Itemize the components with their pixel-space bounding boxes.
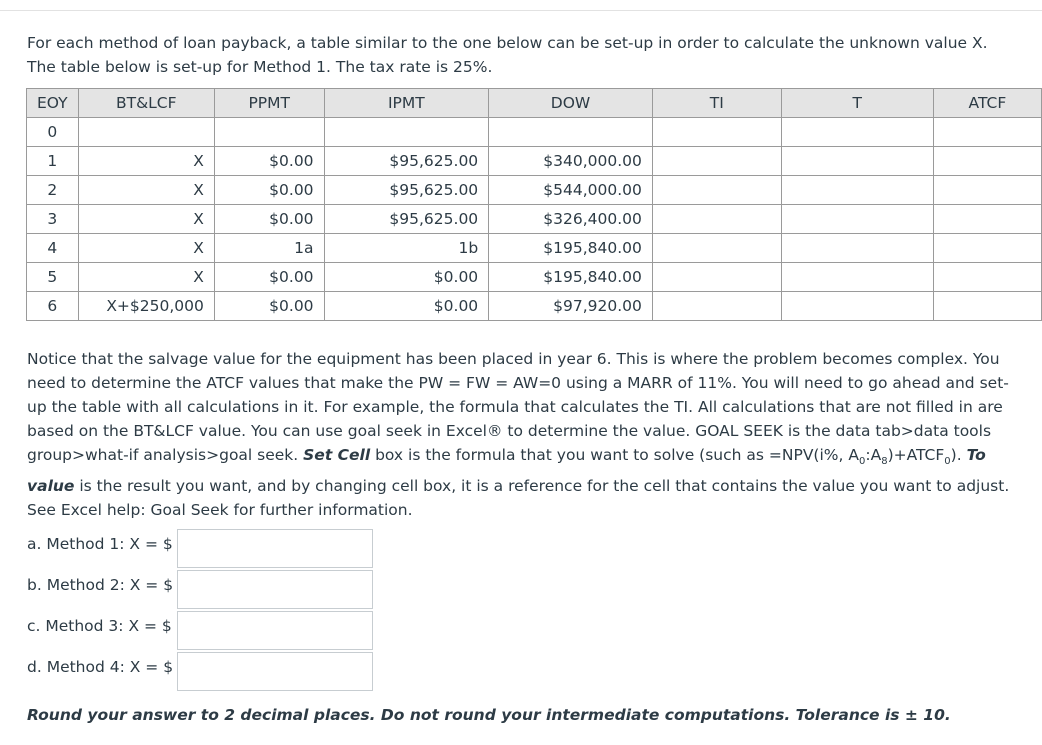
top-divider <box>0 0 1042 11</box>
cell-ppmt: $0.00 <box>214 176 324 205</box>
cell-dow <box>489 118 653 147</box>
answer-label-a: a. Method 1: X = $ <box>27 535 173 553</box>
cell-ipmt: $95,625.00 <box>324 176 489 205</box>
answer-label-c: c. Method 3: X = $ <box>27 617 172 635</box>
cell-ppmt: $0.00 <box>214 292 324 321</box>
table-row <box>27 234 1042 263</box>
cell-t <box>781 176 933 205</box>
cell-dow: $195,840.00 <box>489 234 653 263</box>
cell-btlcf: X <box>78 263 214 292</box>
notice-plus: )+ATCF <box>887 446 945 464</box>
col-header-ppmt: PPMT <box>214 89 324 118</box>
answer-row-a <box>27 529 387 566</box>
answer-input-c[interactable] <box>177 611 373 650</box>
cell-t <box>781 147 933 176</box>
notice-colon: :A <box>865 446 882 464</box>
cell-t <box>781 263 933 292</box>
cell-dow: $97,920.00 <box>489 292 653 321</box>
cell-atcf <box>933 205 1041 234</box>
subscript-0: 0 <box>858 456 866 468</box>
cell-btlcf: X <box>78 147 214 176</box>
cell-ppmt: $0.00 <box>214 205 324 234</box>
cell-eoy: 1 <box>27 147 79 176</box>
cell-ti <box>652 176 781 205</box>
answer-label-b: b. Method 2: X = $ <box>27 576 174 594</box>
cell-ti <box>652 292 781 321</box>
subscript-8: 8 <box>881 456 888 468</box>
cell-ipmt: $0.00 <box>324 292 489 321</box>
table-row <box>27 263 1042 292</box>
cell-eoy: 3 <box>27 205 79 234</box>
table-row <box>27 292 1042 321</box>
answer-row-c <box>27 611 387 648</box>
cell-atcf <box>933 118 1041 147</box>
cell-ti <box>652 263 781 292</box>
to-value-emphasis: To value <box>27 446 986 496</box>
cell-ti <box>652 205 781 234</box>
cell-btlcf: X+$250,000 <box>78 292 214 321</box>
col-header-t: T <box>781 89 933 118</box>
cell-ppmt: $0.00 <box>214 147 324 176</box>
cell-dow: $326,400.00 <box>489 205 653 234</box>
cell-dow: $544,000.00 <box>489 176 653 205</box>
notice-text-1: Notice that the salvage value for the equipment has been placed in year 6. This is where the problem becomes complex. You need to determine the ATCF values that make the PW = FW = AW=0 using a MARR of 11%. You will need to go ahead and set-up the table with all calculations in it. For example, the formula that calculates the TI. All calculations that are not filled in are based on the BT&LCF value. You can use goal seek in Excel® to determine the value. GOAL SEEK is the data tab>data tools group>what-if analysis>goal seek. <box>27 350 1009 464</box>
cell-atcf <box>933 147 1041 176</box>
answer-row-d <box>27 652 387 689</box>
answer-input-d[interactable] <box>177 652 373 691</box>
col-header-eoy: EOY <box>27 89 79 118</box>
table-header-row <box>27 89 1042 118</box>
answer-input-b[interactable] <box>177 570 373 609</box>
cell-ipmt <box>324 118 489 147</box>
table-row <box>27 118 1042 147</box>
cell-atcf <box>933 234 1041 263</box>
cell-ti <box>652 147 781 176</box>
cell-dow: $340,000.00 <box>489 147 653 176</box>
cell-ipmt: 1b <box>324 234 489 263</box>
col-header-atcf: ATCF <box>933 89 1041 118</box>
cell-atcf <box>933 176 1041 205</box>
answer-input-a[interactable] <box>177 529 373 568</box>
table-row <box>27 205 1042 234</box>
cell-ppmt: 1a <box>214 234 324 263</box>
cell-btlcf: X <box>78 234 214 263</box>
cell-ipmt: $95,625.00 <box>324 147 489 176</box>
notice-text-4: is the result you want, and by changing cell box, it is a reference for the cell that contains the value you want to adjust. See Excel help: Goal Seek for further information. <box>27 477 1010 520</box>
notice-text-2: box is the formula that you want to solve (such as =NPV(i%, A <box>370 446 859 464</box>
table-row <box>27 147 1042 176</box>
cell-eoy: 5 <box>27 263 79 292</box>
cell-eoy: 0 <box>27 118 79 147</box>
cell-eoy: 2 <box>27 176 79 205</box>
intro-text: For each method of loan payback, a table similar to the one below can be set-up in order to calculate the unknown value X. The table below is set-up for Method 1. The tax rate is 25%. <box>27 34 988 76</box>
cell-t <box>781 205 933 234</box>
cell-ipmt: $95,625.00 <box>324 205 489 234</box>
col-header-btlcf: BT&LCF <box>78 89 214 118</box>
cell-t <box>781 118 933 147</box>
cell-dow: $195,840.00 <box>489 263 653 292</box>
cell-btlcf: X <box>78 205 214 234</box>
cell-btlcf: X <box>78 176 214 205</box>
col-header-ipmt: IPMT <box>324 89 489 118</box>
cell-atcf <box>933 263 1041 292</box>
cell-t <box>781 292 933 321</box>
notice-text-3: ). <box>950 446 967 464</box>
answer-row-b <box>27 570 387 607</box>
loan-table <box>26 88 1042 321</box>
col-header-ti: TI <box>652 89 781 118</box>
cell-ipmt: $0.00 <box>324 263 489 292</box>
subscript-0b: 0 <box>944 456 951 468</box>
cell-ppmt: $0.00 <box>214 263 324 292</box>
cell-ppmt <box>214 118 324 147</box>
cell-eoy: 4 <box>27 234 79 263</box>
answer-label-d: d. Method 4: X = $ <box>27 658 174 676</box>
cell-btlcf <box>78 118 214 147</box>
cell-eoy: 6 <box>27 292 79 321</box>
set-cell-emphasis: Set Cell <box>303 446 371 464</box>
rounding-instructions: Round your answer to 2 decimal places. Do not round your intermediate computations. Tolerance is ± 10. <box>27 706 951 724</box>
notice-paragraph <box>27 347 1022 522</box>
cell-atcf <box>933 292 1041 321</box>
table-row <box>27 176 1042 205</box>
cell-t <box>781 234 933 263</box>
cell-ti <box>652 118 781 147</box>
col-header-dow: DOW <box>489 89 653 118</box>
cell-ti <box>652 234 781 263</box>
